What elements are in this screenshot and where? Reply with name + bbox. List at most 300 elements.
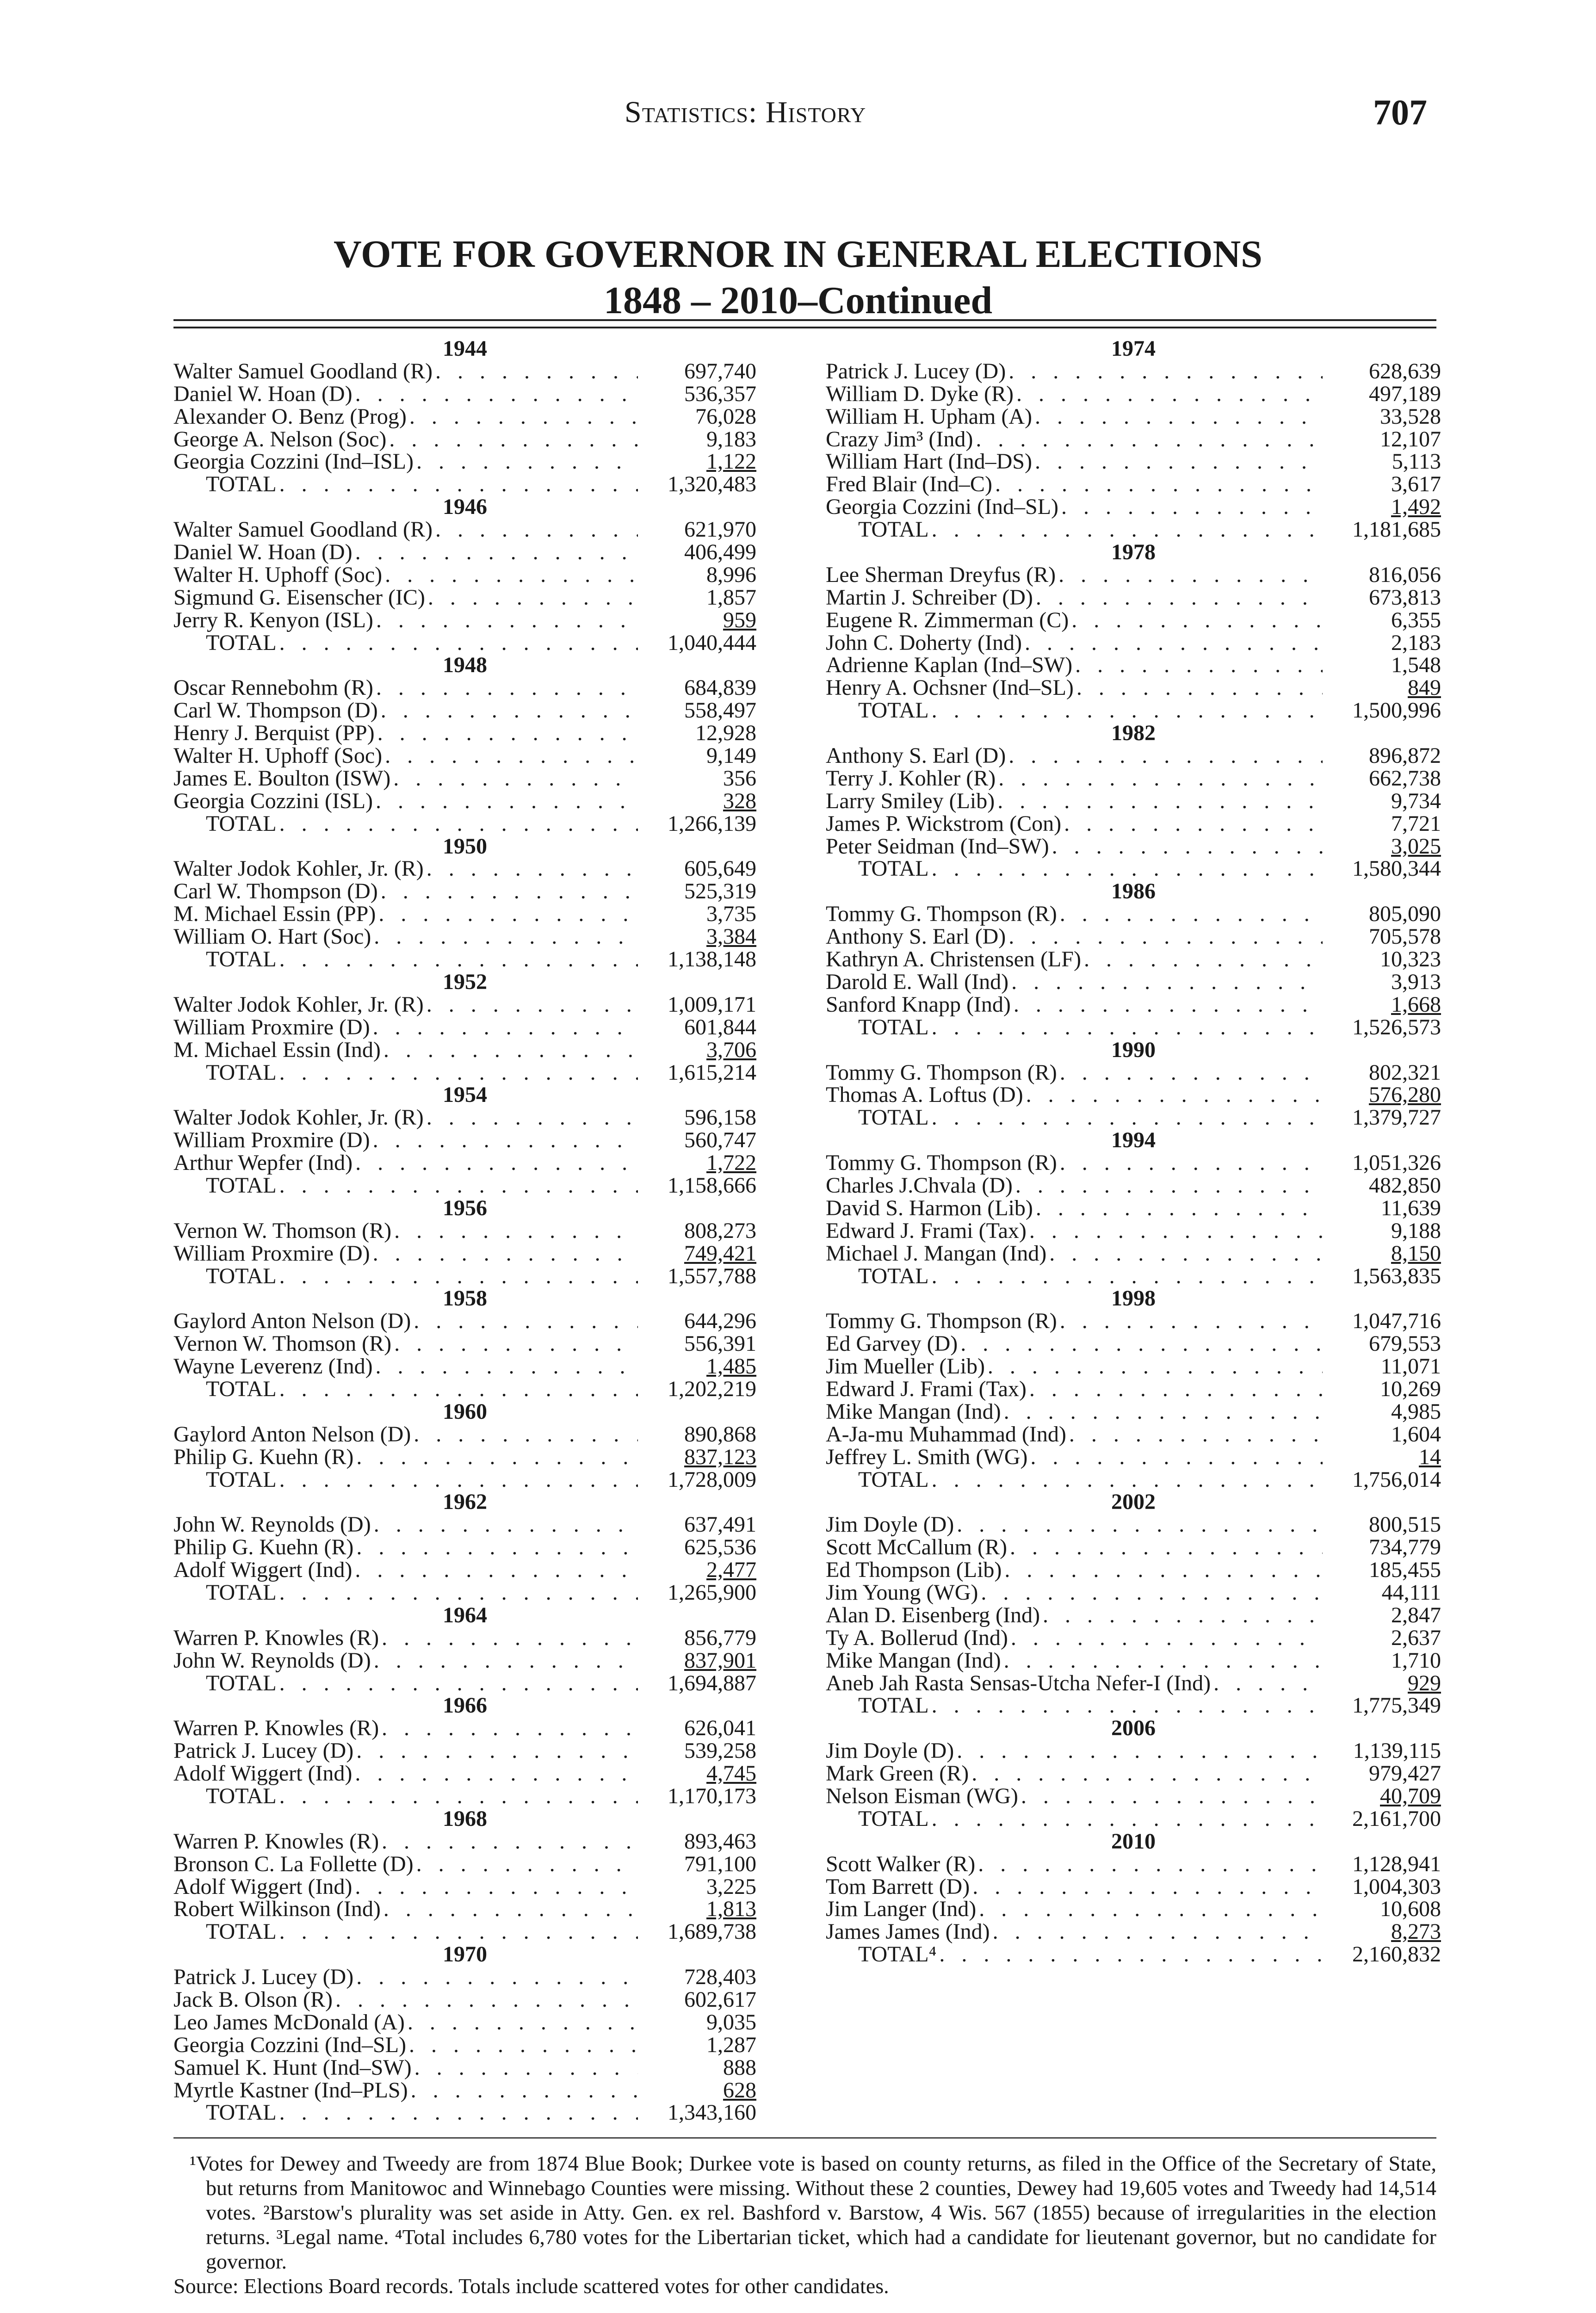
candidate-row — [173, 519, 756, 541]
vote-count: 679,553 — [1369, 1331, 1441, 1356]
dot-leader — [1069, 1423, 1323, 1446]
dot-leader — [1008, 745, 1323, 767]
candidate-name: William D. Dyke (R) — [826, 381, 1014, 406]
candidate-row — [826, 428, 1441, 451]
total-row — [826, 699, 1441, 722]
dot-leader — [1043, 1604, 1323, 1627]
vote-count: 959 — [723, 607, 756, 632]
vote-count: 1,813 — [706, 1897, 756, 1922]
total-label: TOTAL — [206, 947, 277, 972]
vote-count: 8,150 — [1391, 1241, 1441, 1266]
total-votes: 1,615,214 — [668, 1060, 756, 1085]
dot-leader — [1076, 677, 1323, 699]
vote-count: 734,779 — [1369, 1535, 1441, 1560]
vote-count: 3,384 — [706, 924, 756, 949]
election-year: 1986 — [1111, 879, 1156, 904]
candidate-name: Ty A. Bollerud (Ind) — [826, 1625, 1008, 1650]
total-votes: 1,158,666 — [668, 1173, 756, 1198]
candidate-row — [826, 971, 1441, 994]
total-label: TOTAL — [858, 856, 929, 881]
candidate-name: M. Michael Essin (Ind) — [173, 1037, 381, 1062]
total-row — [826, 1016, 1441, 1039]
candidate-row — [826, 383, 1441, 406]
total-row — [173, 632, 756, 655]
dot-leader — [356, 1446, 638, 1469]
total-row — [826, 1943, 1441, 1966]
candidate-row — [173, 2057, 756, 2079]
candidate-row — [826, 587, 1441, 609]
vote-count: 328 — [723, 788, 756, 813]
candidate-name: M. Michael Essin (PP) — [173, 902, 376, 927]
dot-leader — [355, 1559, 638, 1582]
candidate-name: Walter Jodok Kohler, Jr. (R) — [173, 1105, 424, 1130]
candidate-name: Warren P. Knowles (R) — [173, 1625, 379, 1650]
dot-leader — [981, 1582, 1323, 1604]
candidate-name: Warren P. Knowles (R) — [173, 1716, 379, 1741]
total-votes: 1,728,009 — [668, 1467, 756, 1492]
dot-leader — [1025, 632, 1323, 655]
dot-leader — [381, 699, 638, 722]
election-year: 2006 — [1111, 1716, 1156, 1741]
candidate-name: Gaylord Anton Nelson (D) — [173, 1422, 411, 1447]
dot-leader — [428, 587, 638, 609]
dot-leader — [279, 2102, 638, 2124]
election-year: 1968 — [443, 1806, 487, 1831]
total-row — [173, 473, 756, 496]
total-row — [173, 1265, 756, 1288]
candidate-name: William H. Upham (A) — [826, 404, 1032, 429]
dot-leader — [376, 677, 638, 699]
vote-count: 1,604 — [1391, 1422, 1441, 1447]
dot-leader — [384, 1898, 638, 1921]
dot-leader — [381, 880, 638, 903]
dot-leader — [409, 406, 638, 428]
total-votes: 1,756,014 — [1352, 1467, 1441, 1492]
dot-leader — [1035, 451, 1323, 473]
vote-count: 9,183 — [706, 427, 756, 451]
total-label: TOTAL — [858, 1693, 929, 1718]
candidate-row — [173, 677, 756, 699]
election-year: 1944 — [443, 336, 487, 361]
dot-leader — [1060, 1310, 1323, 1333]
candidate-row — [173, 541, 756, 564]
candidate-name: Mike Mangan (Ind) — [826, 1399, 1001, 1424]
vote-count: 673,813 — [1369, 585, 1441, 610]
candidate-name: A-Ja-mu Muhammad (Ind) — [826, 1422, 1066, 1447]
vote-count: 2,477 — [706, 1558, 756, 1583]
dot-leader — [971, 1763, 1323, 1785]
dot-leader — [1052, 835, 1323, 858]
vote-count: 3,225 — [706, 1874, 756, 1899]
candidate-row — [826, 835, 1441, 858]
dot-leader — [1036, 1197, 1323, 1220]
candidate-name: Arthur Wepfer (Ind) — [173, 1150, 353, 1175]
dot-leader — [932, 1107, 1323, 1129]
total-row — [826, 1107, 1441, 1129]
dot-leader — [1029, 1220, 1323, 1243]
candidate-row — [173, 1853, 756, 1876]
candidate-name: Jim Doyle (D) — [826, 1738, 954, 1763]
candidate-name: Larry Smiley (Lib) — [826, 788, 995, 813]
dot-leader — [411, 2079, 638, 2102]
total-label: TOTAL — [858, 1263, 929, 1288]
dot-leader — [373, 1016, 638, 1039]
candidate-name: Adolf Wiggert (Ind) — [173, 1761, 353, 1786]
vote-count: 497,189 — [1369, 381, 1441, 406]
vote-count: 816,056 — [1369, 562, 1441, 587]
total-votes: 1,557,788 — [668, 1263, 756, 1288]
candidate-name: Adolf Wiggert (Ind) — [173, 1558, 353, 1583]
candidate-name: Ed Thompson (Lib) — [826, 1558, 1002, 1583]
candidate-name: Anthony S. Earl (D) — [826, 924, 1006, 949]
dot-leader — [932, 858, 1323, 880]
candidate-name: Leo James McDonald (A) — [173, 2010, 405, 2035]
total-row — [826, 1808, 1441, 1831]
dot-leader — [997, 790, 1323, 813]
dot-leader — [932, 1469, 1323, 1491]
election-year: 1998 — [1111, 1286, 1156, 1311]
dot-leader — [389, 428, 638, 451]
vote-count: 628 — [723, 2078, 756, 2103]
election-year: 1948 — [443, 653, 487, 678]
dot-leader — [279, 1175, 638, 1197]
candidate-row — [173, 1831, 756, 1853]
total-label: TOTAL — [858, 517, 929, 542]
candidate-row — [826, 1650, 1441, 1672]
total-row — [826, 1695, 1441, 1717]
vote-count: 11,071 — [1380, 1354, 1441, 1379]
dot-leader — [1030, 1446, 1323, 1469]
candidate-row — [173, 1039, 756, 1062]
candidate-name: William Proxmire (D) — [173, 1128, 370, 1153]
dot-leader — [1011, 1627, 1323, 1650]
total-label: TOTAL — [858, 1467, 929, 1492]
dot-leader — [279, 1672, 638, 1695]
candidate-row — [173, 1966, 756, 1989]
dot-leader — [427, 994, 638, 1016]
dot-leader — [279, 632, 638, 655]
candidate-name: Nelson Eisman (WG) — [826, 1784, 1018, 1808]
candidate-row — [173, 1446, 756, 1469]
vote-count: 558,497 — [684, 698, 756, 723]
dot-leader — [932, 1265, 1323, 1288]
candidate-row — [826, 360, 1441, 383]
candidate-name: Peter Seidman (Ind–SW) — [826, 834, 1049, 859]
dot-leader — [995, 473, 1323, 496]
vote-count: 10,608 — [1380, 1897, 1441, 1922]
vote-count: 1,485 — [706, 1354, 756, 1379]
dot-leader — [960, 1333, 1323, 1355]
candidate-row — [173, 2034, 756, 2057]
candidate-row — [173, 1650, 756, 1672]
candidate-name: Adolf Wiggert (Ind) — [173, 1874, 353, 1899]
vote-count: 33,528 — [1380, 404, 1441, 429]
candidate-name: Adrienne Kaplan (Ind–SW) — [826, 653, 1073, 678]
candidate-name: Walter Samuel Goodland (R) — [173, 359, 433, 383]
total-votes: 1,379,727 — [1352, 1105, 1441, 1130]
dot-leader — [435, 519, 638, 541]
total-row — [173, 1469, 756, 1491]
total-votes: 1,170,173 — [668, 1784, 756, 1808]
candidate-name: Daniel W. Hoan (D) — [173, 381, 353, 406]
dot-leader — [1008, 926, 1323, 948]
candidate-name: Tommy G. Thompson (R) — [826, 1150, 1057, 1175]
total-votes: 1,526,573 — [1352, 1014, 1441, 1039]
dot-leader — [932, 519, 1323, 541]
candidate-row — [173, 1355, 756, 1378]
vote-count: 1,548 — [1391, 653, 1441, 678]
vote-count: 8,996 — [706, 562, 756, 587]
candidate-name: Sigmund G. Eisenscher (IC) — [173, 585, 425, 610]
dot-leader — [374, 1650, 638, 1672]
candidate-name: Jack B. Olson (R) — [173, 1987, 333, 2012]
candidate-row — [173, 383, 756, 406]
candidate-name: Thomas A. Loftus (D) — [826, 1082, 1023, 1107]
candidate-row — [826, 1084, 1441, 1107]
vote-count: 3,913 — [1391, 969, 1441, 994]
vote-count: 12,107 — [1380, 427, 1441, 451]
candidate-row — [826, 564, 1441, 587]
vote-count: 12,928 — [695, 721, 756, 746]
dot-leader — [384, 1039, 638, 1062]
table-subtitle: 1848 – 2010–Continued — [603, 279, 993, 322]
total-votes: 1,265,900 — [668, 1580, 756, 1605]
candidate-name: James James (Ind) — [826, 1919, 990, 1944]
candidate-row — [173, 609, 756, 632]
dot-leader — [1060, 1152, 1323, 1175]
total-label: TOTAL — [858, 1806, 929, 1831]
vote-count: 749,421 — [684, 1241, 756, 1266]
candidate-row — [826, 1785, 1441, 1808]
vote-count: 40,709 — [1380, 1784, 1441, 1808]
candidate-row — [826, 406, 1441, 428]
dot-leader — [1014, 994, 1323, 1016]
candidate-name: Georgia Cozzini (Ind–ISL) — [173, 449, 414, 474]
candidate-name: Alan D. Eisenberg (Ind) — [826, 1602, 1040, 1627]
dot-leader — [279, 1469, 638, 1491]
vote-count: 929 — [1408, 1670, 1441, 1695]
dot-leader — [377, 722, 638, 745]
candidate-row — [173, 880, 756, 903]
vote-count: 1,047,716 — [1352, 1309, 1441, 1334]
vote-count: 185,455 — [1369, 1558, 1441, 1583]
dot-leader — [382, 1627, 638, 1650]
vote-count: 1,492 — [1391, 495, 1441, 519]
candidate-row — [826, 654, 1441, 677]
candidate-row — [826, 1220, 1441, 1243]
dot-leader — [1213, 1672, 1323, 1695]
total-row — [826, 1265, 1441, 1288]
candidate-row — [826, 1876, 1441, 1899]
vote-count: 44,111 — [1381, 1580, 1441, 1605]
candidate-row — [826, 1898, 1441, 1921]
candidate-row — [173, 1514, 756, 1536]
dot-leader — [1029, 1378, 1323, 1401]
total-label: TOTAL — [206, 1467, 277, 1492]
vote-count: 8,273 — [1391, 1919, 1441, 1944]
election-year: 1990 — [1111, 1037, 1156, 1062]
dot-leader — [1075, 654, 1323, 677]
total-votes: 1,138,148 — [668, 947, 756, 972]
candidate-name: John C. Doherty (Ind) — [826, 630, 1022, 655]
candidate-name: Georgia Cozzini (ISL) — [173, 788, 373, 813]
dot-leader — [1021, 1785, 1323, 1808]
candidate-row — [826, 677, 1441, 699]
vote-count: 9,188 — [1391, 1218, 1441, 1243]
total-label: TOTAL⁴ — [858, 1942, 937, 1967]
footnote-rule — [173, 2137, 1436, 2139]
election-year: 1966 — [443, 1693, 487, 1718]
candidate-row — [173, 767, 756, 790]
election-year: 1978 — [1111, 540, 1156, 565]
candidate-name: Lee Sherman Dreyfus (R) — [826, 562, 1056, 587]
candidate-name: John W. Reynolds (D) — [173, 1648, 371, 1673]
vote-count: 896,872 — [1369, 743, 1441, 768]
candidate-name: Georgia Cozzini (Ind–SL) — [173, 2032, 406, 2057]
vote-count: 1,128,941 — [1352, 1851, 1441, 1876]
total-row — [826, 858, 1441, 880]
dot-leader — [414, 2057, 638, 2079]
dot-leader — [356, 1966, 638, 1989]
election-year: 1962 — [443, 1490, 487, 1515]
candidate-name: James P. Wickstrom (Con) — [826, 811, 1062, 836]
candidate-name: Jim Young (WG) — [826, 1580, 978, 1605]
dot-leader — [998, 767, 1323, 790]
dot-leader — [279, 1378, 638, 1401]
candidate-row — [173, 1016, 756, 1039]
vote-count: 697,740 — [684, 359, 756, 383]
candidate-name: Darold E. Wall (Ind) — [826, 969, 1009, 994]
candidate-name: Henry A. Ochsner (Ind–SL) — [826, 675, 1074, 700]
candidate-name: Patrick J. Lucey (D) — [826, 359, 1006, 383]
candidate-name: Vernon W. Thomson (R) — [173, 1331, 392, 1356]
total-label: TOTAL — [206, 1580, 277, 1605]
vote-count: 10,323 — [1380, 947, 1441, 972]
candidate-row — [826, 1333, 1441, 1355]
total-row — [173, 1175, 756, 1197]
candidate-row — [826, 1672, 1441, 1695]
candidate-name: Ed Garvey (D) — [826, 1331, 958, 1356]
vote-count: 2,183 — [1391, 630, 1441, 655]
dot-leader — [976, 428, 1323, 451]
dot-leader — [414, 1423, 638, 1446]
candidate-row — [173, 903, 756, 926]
dot-leader — [939, 1943, 1323, 1966]
total-label: TOTAL — [206, 1060, 277, 1085]
candidate-name: George A. Nelson (Soc) — [173, 427, 387, 451]
dot-leader — [279, 1582, 638, 1604]
candidate-row — [173, 1333, 756, 1355]
candidate-name: William Proxmire (D) — [173, 1241, 370, 1266]
candidate-name: Mark Green (R) — [826, 1761, 969, 1786]
vote-count: 76,028 — [695, 404, 756, 429]
election-year: 1946 — [443, 495, 487, 519]
dot-leader — [394, 1220, 638, 1243]
candidate-name: Eugene R. Zimmerman (C) — [826, 607, 1069, 632]
candidate-row — [173, 360, 756, 383]
candidate-name: Jim Doyle (D) — [826, 1512, 954, 1537]
vote-count: 625,536 — [684, 1535, 756, 1560]
vote-count: 662,738 — [1369, 766, 1441, 791]
candidate-name: Alexander O. Benz (Prog) — [173, 404, 407, 429]
candidate-row — [826, 1921, 1441, 1943]
total-votes: 1,500,996 — [1352, 698, 1441, 723]
candidate-row — [826, 1152, 1441, 1175]
total-label: TOTAL — [206, 1670, 277, 1695]
vote-count: 849 — [1408, 675, 1441, 700]
total-label: TOTAL — [206, 811, 277, 836]
dot-leader — [988, 1355, 1323, 1378]
candidate-name: Tommy G. Thompson (R) — [826, 1309, 1057, 1334]
dot-leader — [356, 1536, 638, 1559]
candidate-row — [826, 473, 1441, 496]
candidate-name: Mike Mangan (Ind) — [826, 1648, 1001, 1673]
candidate-row — [826, 1355, 1441, 1378]
vote-count: 1,287 — [706, 2032, 756, 2057]
candidate-name: Oscar Rennebohm (R) — [173, 675, 373, 700]
dot-leader — [1061, 496, 1323, 519]
dot-leader — [414, 1310, 638, 1333]
vote-count: 837,123 — [684, 1444, 756, 1469]
vote-count: 626,041 — [684, 1716, 756, 1741]
candidate-row — [826, 1536, 1441, 1559]
candidate-name: Patrick J. Lucey (D) — [173, 1738, 354, 1763]
dot-leader — [355, 541, 638, 564]
vote-count: 11,639 — [1380, 1195, 1441, 1220]
candidate-row — [173, 1423, 756, 1446]
dot-leader — [1060, 1062, 1323, 1084]
candidate-name: Wayne Leverenz (Ind) — [173, 1354, 373, 1379]
left-column — [173, 338, 756, 2124]
candidate-name: Aneb Jah Rasta Sensas-Utcha Nefer-I (Ind) — [826, 1670, 1211, 1695]
vote-count: 979,427 — [1369, 1761, 1441, 1786]
vote-count: 637,491 — [684, 1512, 756, 1537]
candidate-name: Gaylord Anton Nelson (D) — [173, 1309, 411, 1334]
candidate-name: Kathryn A. Christensen (LF) — [826, 947, 1081, 972]
total-votes: 1,040,444 — [668, 630, 756, 655]
candidate-row — [826, 1423, 1441, 1446]
dot-leader — [1004, 1559, 1323, 1582]
dot-leader — [1036, 587, 1323, 609]
total-row — [173, 1672, 756, 1695]
election-year: 1964 — [443, 1602, 487, 1627]
footnotes — [173, 2151, 1436, 2298]
candidate-name: Jim Langer (Ind) — [826, 1897, 977, 1922]
candidate-row — [173, 1559, 756, 1582]
dot-leader — [376, 790, 638, 813]
dot-leader — [993, 1921, 1323, 1943]
table-title: VOTE FOR GOVERNOR IN GENERAL ELECTIONS — [334, 233, 1262, 276]
vote-count: 2,847 — [1391, 1602, 1441, 1627]
total-row — [173, 1582, 756, 1604]
candidate-name: Walter H. Uphoff (Soc) — [173, 562, 383, 587]
candidate-row — [826, 1604, 1441, 1627]
vote-count: 705,578 — [1369, 924, 1441, 949]
candidate-name: Walter Jodok Kohler, Jr. (R) — [173, 856, 424, 881]
candidate-row — [826, 1582, 1441, 1604]
total-votes: 1,266,139 — [668, 811, 756, 836]
dot-leader — [394, 1333, 638, 1355]
total-row — [826, 1469, 1441, 1491]
candidate-row — [826, 1197, 1441, 1220]
election-year: 2010 — [1111, 1829, 1156, 1854]
vote-count: 539,258 — [684, 1738, 756, 1763]
total-label: TOTAL — [206, 1919, 277, 1944]
candidate-name: Jeffrey L. Smith (WG) — [826, 1444, 1028, 1469]
candidate-name: Tom Barrett (D) — [826, 1874, 970, 1899]
candidate-row — [826, 1740, 1441, 1763]
dot-leader — [1064, 813, 1323, 835]
